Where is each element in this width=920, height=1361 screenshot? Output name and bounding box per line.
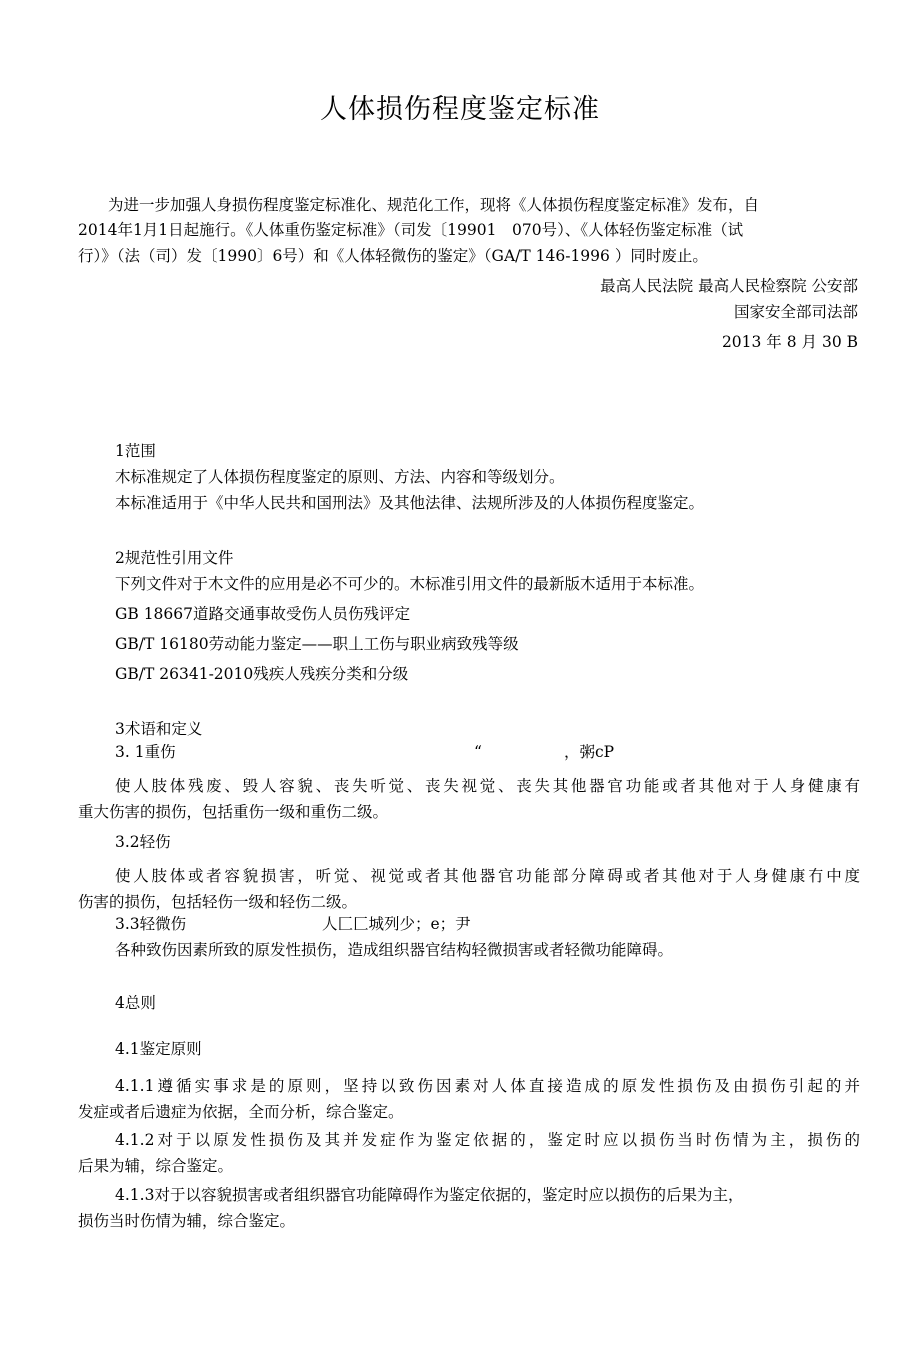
clause-4-1-1-line-2: 发症或者后遗症为依据，全而分析，综合鉴定。 xyxy=(78,1103,404,1121)
intro-line-1: 为进一步加强人身损伤程度鉴定标准化、规范化工作，现将《人体损伤程度鉴定标准》发布，自 xyxy=(108,196,760,214)
term-3-1-definition-line-2: 重大伤害的损伤，包括重伤一级和重伤二级。 xyxy=(78,803,389,821)
clause-4-1-3-line-2: 损伤当时伤情为辅，综合鉴定。 xyxy=(78,1212,296,1230)
signatory-line-1: 最高人民法院 最高人民检察院 公安部 xyxy=(600,277,858,295)
term-3-3-definition: 各种致伤因素所致的原发性损伤，造成组织器官结构轻微损害或者轻微功能障碍。 xyxy=(115,941,674,959)
section-2-para-1: 下列文件对于木文件的应用是必不可少的。木标准引用文件的最新版木适用于本标准。 xyxy=(115,575,705,593)
scan-artifact-text: ，粥cP xyxy=(564,743,615,761)
clause-4-1-3-line-1: 4.1.3对于以容貌损害或者组织器官功能障碍作为鉴定依据的，鉴定时应以损伤的后果为主， xyxy=(115,1186,744,1204)
clause-4-1-1-line-1: 4.1.1遵循实事求是的原则，坚持以致伤因素对人体直接造成的原发性损伤及由损伤引起的并 xyxy=(115,1077,860,1095)
signature-date: 2013 年 8 月 30 B xyxy=(721,333,858,351)
term-3-2-definition-line-2: 伤害的损伤，包括轻伤一级和轻伤二级。 xyxy=(78,893,358,911)
intro-line-2: 2014年1月1日起施行。《人体重伤鉴定标准》（司发〔19901 070号）、《人体轻伤鉴定标准（试 xyxy=(78,221,744,239)
intro-line-3: 行）》（法（司）发〔1990〕6号）和《人体轻微伤的鉴定》（GA/T 146-1996 ）同时废止。 xyxy=(78,247,708,265)
scan-artifact-text: 人匚匚城列少；e；尹 xyxy=(322,915,471,933)
document-title: 人体损伤程度鉴定标准 xyxy=(320,94,600,125)
clause-4-1-2-line-1: 4.1.2对于以原发性损伤及其并发症作为鉴定依据的，鉴定时应以损伤当时伤情为主，损伤的 xyxy=(115,1131,860,1149)
clause-4-1-2-line-2: 后果为辅，综合鉴定。 xyxy=(78,1157,234,1175)
section-1-heading: 1范围 xyxy=(115,442,156,460)
section-2-heading: 2规范性引用文件 xyxy=(115,549,234,567)
section-1-para-1: 木标准规定了人体损伤程度鉴定的原则、方法、内容和等级划分。 xyxy=(115,468,565,486)
reference-item: GB 18667道路交通事故受伤人员伤残评定 xyxy=(115,605,411,623)
term-3-3-label: 3.3轻微伤 xyxy=(115,915,187,933)
reference-item: GB/T 26341-2010残疾人残疾分类和分级 xyxy=(115,665,409,683)
term-3-2-label: 3.2轻伤 xyxy=(115,833,171,851)
subsection-4-1-heading: 4.1鉴定原则 xyxy=(115,1040,202,1058)
reference-item: GB/T 16180劳动能力鉴定——职丄工伤与职业病致残等级 xyxy=(115,635,519,653)
section-3-heading: 3术语和定义 xyxy=(115,720,203,738)
term-3-1-definition-line-1: 使人肢体残废、毁人容貌、丧失听觉、丧失视觉、丧失其他器官功能或者其他对于人身健康有 xyxy=(115,777,860,795)
signatory-line-2: 国家安全部司法部 xyxy=(733,303,858,321)
scan-artifact-text: “ xyxy=(474,743,482,761)
term-3-1-label: 3. 1重伤 xyxy=(115,743,176,761)
section-1-para-2: 本标准适用于《中华人民共和国刑法》及其他法律、法规所涉及的人体损伤程度鉴定。 xyxy=(115,494,705,512)
section-4-heading: 4总则 xyxy=(115,994,156,1012)
term-3-2-definition-line-1: 使人肢体或者容貌损害，听觉、视觉或者其他器官功能部分障碍或者其他对于人身健康冇中度 xyxy=(115,867,860,885)
